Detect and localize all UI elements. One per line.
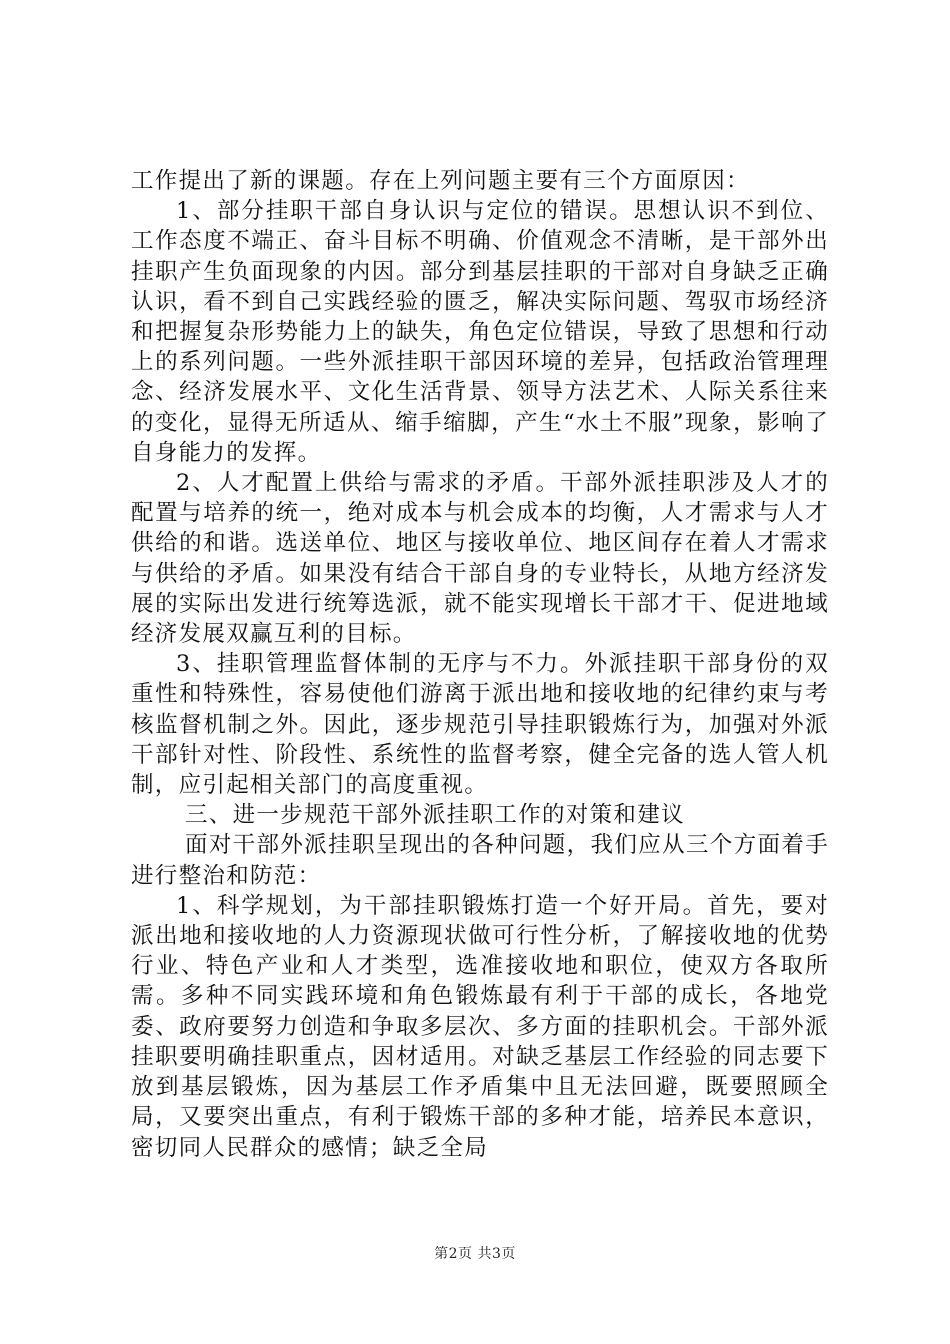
document-body xyxy=(131,166,829,1163)
paragraph-intro: 面对干部外派挂职呈现出的各种问题，我们应从三个方面着手进行整治和防范： xyxy=(131,832,829,889)
paragraph-continuation: 工作提出了新的课题。存在上列问题主要有三个方面原因： xyxy=(131,168,750,194)
paragraph-reason-2: 2、人才配置上供给与需求的矛盾。干部外派挂职涉及人才的配置与培养的统一，绝对成本与机会成本的均衡，人才需求与人才供给的和谐。选送单位、地区与接收单位、地区间存在着人才需求与供给的矛盾。如果没有结合干部自身的专业特长，从地方经济发展的实际出发进行统筹选派，就不能实现增长干部才干、促进地域经济发展双赢互利的目标。 xyxy=(131,470,829,648)
section-heading: 三、进一步规范干部外派挂职工作的对策和建议 xyxy=(185,802,685,829)
paragraph-reason-3: 3、挂职管理监督体制的无序与不力。外派挂职干部身份的双重性和特殊性，容易使他们游离于派出地和接收地的纪律约束与考核监督机制之外。因此，逐步规范引导挂职锻炼行为，加强对外派干部针对性、阶段性、系统性的监督考察，健全完备的选人管人机制，应引起相关部门的高度重视。 xyxy=(131,651,829,799)
paragraph-measure-1: 1、科学规划，为干部挂职锻炼打造一个好开局。首先，要对派出地和接收地的人力资源现状做可行性分析，了解接收地的优势行业、特色产业和人才类型，选准接收地和职位，使双方各取所需。多种不同实践环境和角色锻炼最有利于干部的成长，各地党委、政府要努力创造和争取多层次、多方面的挂职机会。干部外派挂职要明确挂职重点，因材适用。对缺乏基层工作经验的同志要下放到基层锻炼，因为基层工作矛盾集中且无法回避，既要照顾全局，又要突出重点，有利于锻炼干部的多种才能，培养民本意识，密切同人民群众的感情；缺乏全局 xyxy=(131,892,829,1161)
page-footer: 第2页 共3页 xyxy=(434,1246,516,1262)
paragraph-reason-1: 1、部分挂职干部自身认识与定位的错误。思想认识不到位、工作态度不端正、奋斗目标不明确、价值观念不清晰，是干部外出挂职产生负面现象的内因。部分到基层挂职的干部对自身缺乏正确认识，看不到自己实践经验的匮乏，解决实际问题、驾驭市场经济和把握复杂形势能力上的缺失，角色定位错误，导致了思想和行动上的系列问题。一些外派挂职干部因环境的差异，包括政治管理理念、经济发展水平、文化生活背景、领导方法艺术、人际关系往来的变化，显得无所适从、缩手缩脚，产生“水土不服”现象，影响了自身能力的发挥。 xyxy=(131,198,829,466)
